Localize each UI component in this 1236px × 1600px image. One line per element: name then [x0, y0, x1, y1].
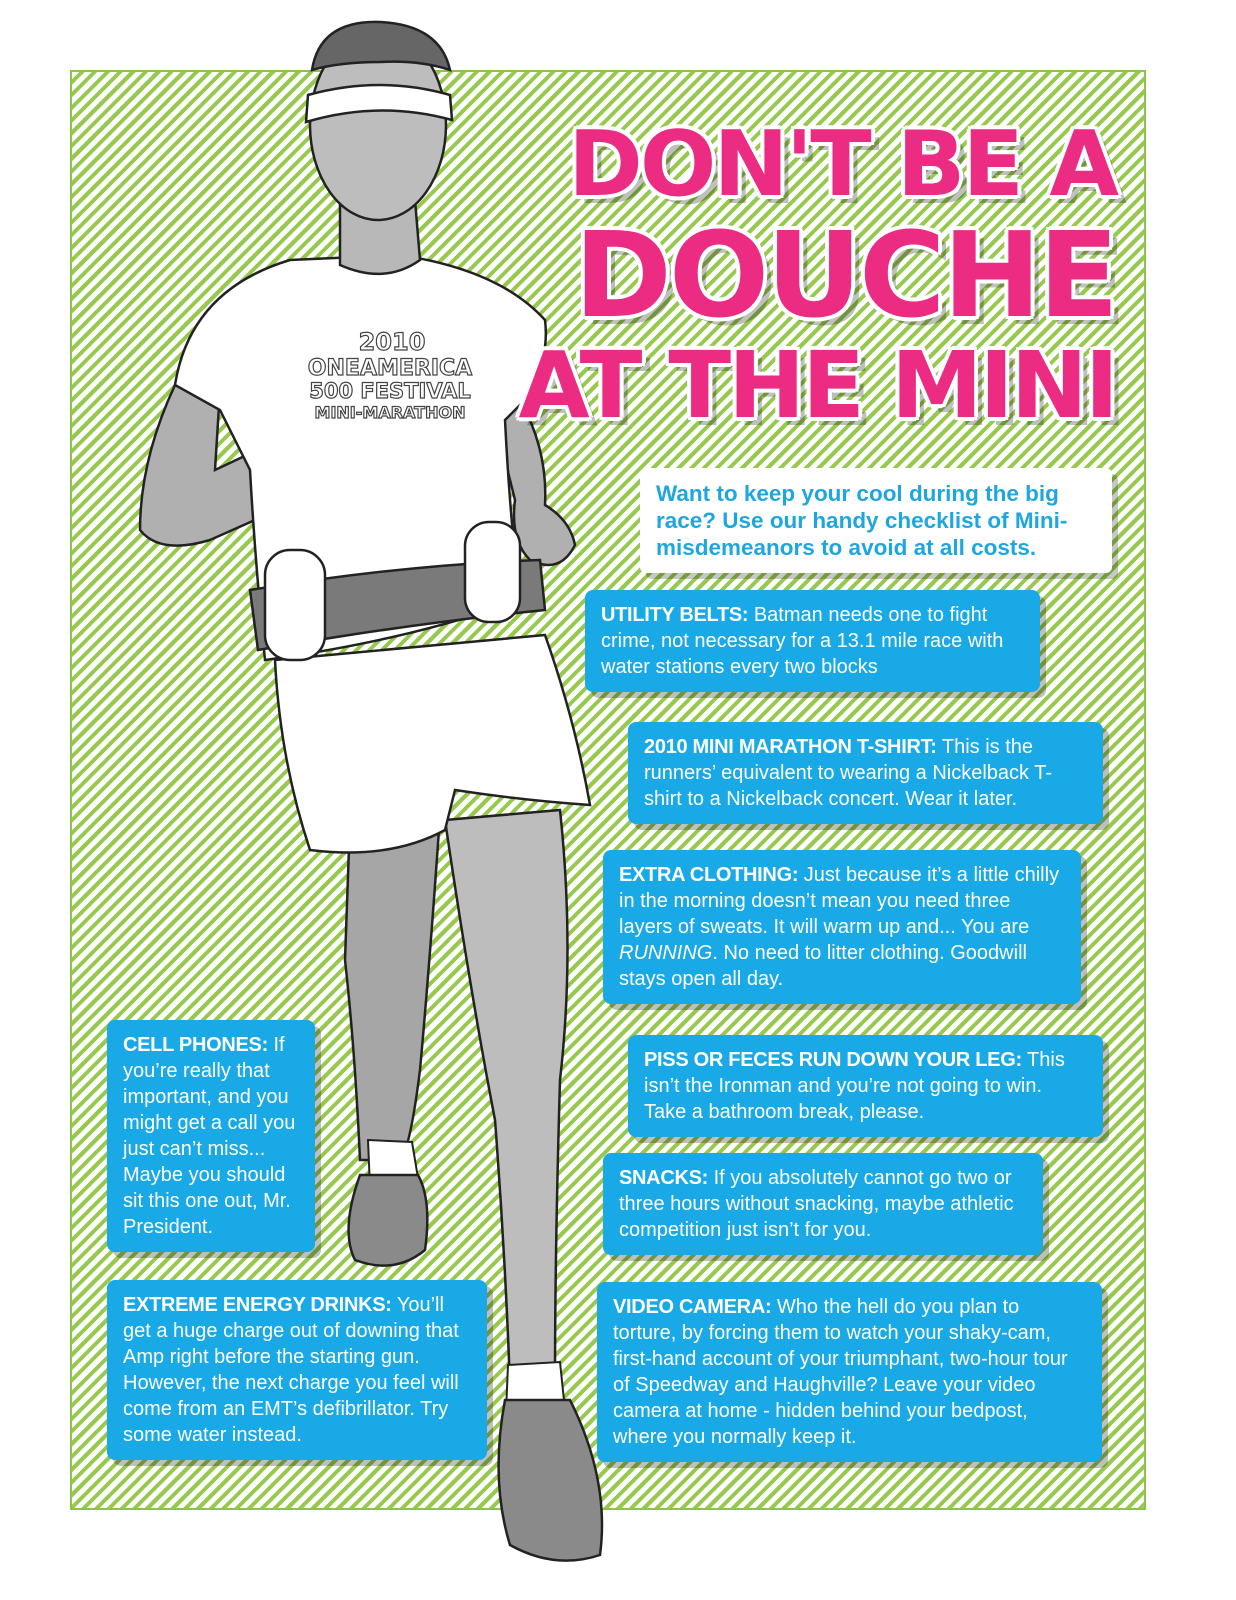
tip-heading: EXTRA CLOTHING:	[619, 864, 799, 886]
tip-card-energy-drinks	[107, 1280, 487, 1460]
tip-body: You’ll get a huge charge out of downing that Amp right before the starting gun. However, the next charge you feel will come from an EMT’s defibrillator. Try some water instead.	[123, 1294, 459, 1446]
tip-heading: SNACKS:	[619, 1167, 709, 1189]
tip-card-snacks	[603, 1153, 1043, 1255]
title-line-2: DOUCHE	[573, 206, 1116, 344]
tip-heading: EXTREME ENERGY DRINKS:	[123, 1294, 392, 1316]
intro-text: Want to keep your cool during the big race? Use our handy checklist of Mini-misdemeanors to avoid at all costs.	[640, 468, 1112, 573]
title-line-3: AT THE MINI	[518, 332, 1116, 439]
tip-heading: UTILITY BELTS:	[601, 604, 749, 626]
tip-card-tshirt	[628, 722, 1103, 824]
tip-body: This is the runners’ equivalent to wearing a Nickelback T-shirt to a Nickelback concert. Wear it later.	[644, 736, 1052, 810]
tip-body: Batman needs one to fight crime, not necessary for a 13.1 mile race with water stations every two blocks	[601, 604, 1004, 678]
tip-body: This isn’t the Ironman and you’re not going to win. Take a bathroom break, please.	[644, 1049, 1065, 1123]
title-line-1: DON'T BE A	[568, 112, 1116, 217]
tip-card-extra-clothing	[603, 850, 1081, 1004]
tip-card-cell-phones	[107, 1020, 315, 1252]
shirt-text-event: MINI-MARATHON	[314, 403, 466, 422]
tip-heading: CELL PHONES:	[123, 1034, 268, 1056]
tip-body: Just because it’s a little chilly in the morning doesn’t mean you need three layers of sweats. It will warm up and... You are	[619, 864, 1060, 938]
tip-card-bathroom	[628, 1035, 1103, 1137]
tip-body: If you absolutely cannot go two or three hours without snacking, maybe athletic competition just isn’t for you.	[619, 1167, 1014, 1241]
tip-body-end: . No need to litter clothing. Goodwill stays open all day.	[619, 942, 1027, 990]
shirt-text-sponsor: ONEAMERICA	[307, 356, 473, 381]
tip-card-utility-belts	[585, 590, 1040, 692]
tip-heading: VIDEO CAMERA:	[613, 1296, 772, 1318]
tip-card-video-camera	[597, 1282, 1102, 1462]
tip-body: If you’re really that important, and you might get a call you just can’t miss... Maybe you should sit this one out, Mr. President.	[123, 1034, 296, 1238]
shirt-text-year: 2010	[358, 328, 426, 356]
shirt-text-festival: 500 FESTIVAL	[309, 379, 471, 403]
tip-heading: 2010 MINI MARATHON T-SHIRT:	[644, 736, 937, 758]
tip-emphasis: RUNNING	[619, 942, 713, 964]
page-title	[518, 112, 1116, 439]
tip-heading: PISS OR FECES RUN DOWN YOUR LEG:	[644, 1049, 1022, 1071]
tip-body: Who the hell do you plan to torture, by forcing them to watch your shaky-cam, first-hand account of your triumphant, two-hour tour of Speedway and Haughville? Leave your video camera at home - hidden behind your bedpost, where you normally keep it.	[613, 1296, 1068, 1448]
